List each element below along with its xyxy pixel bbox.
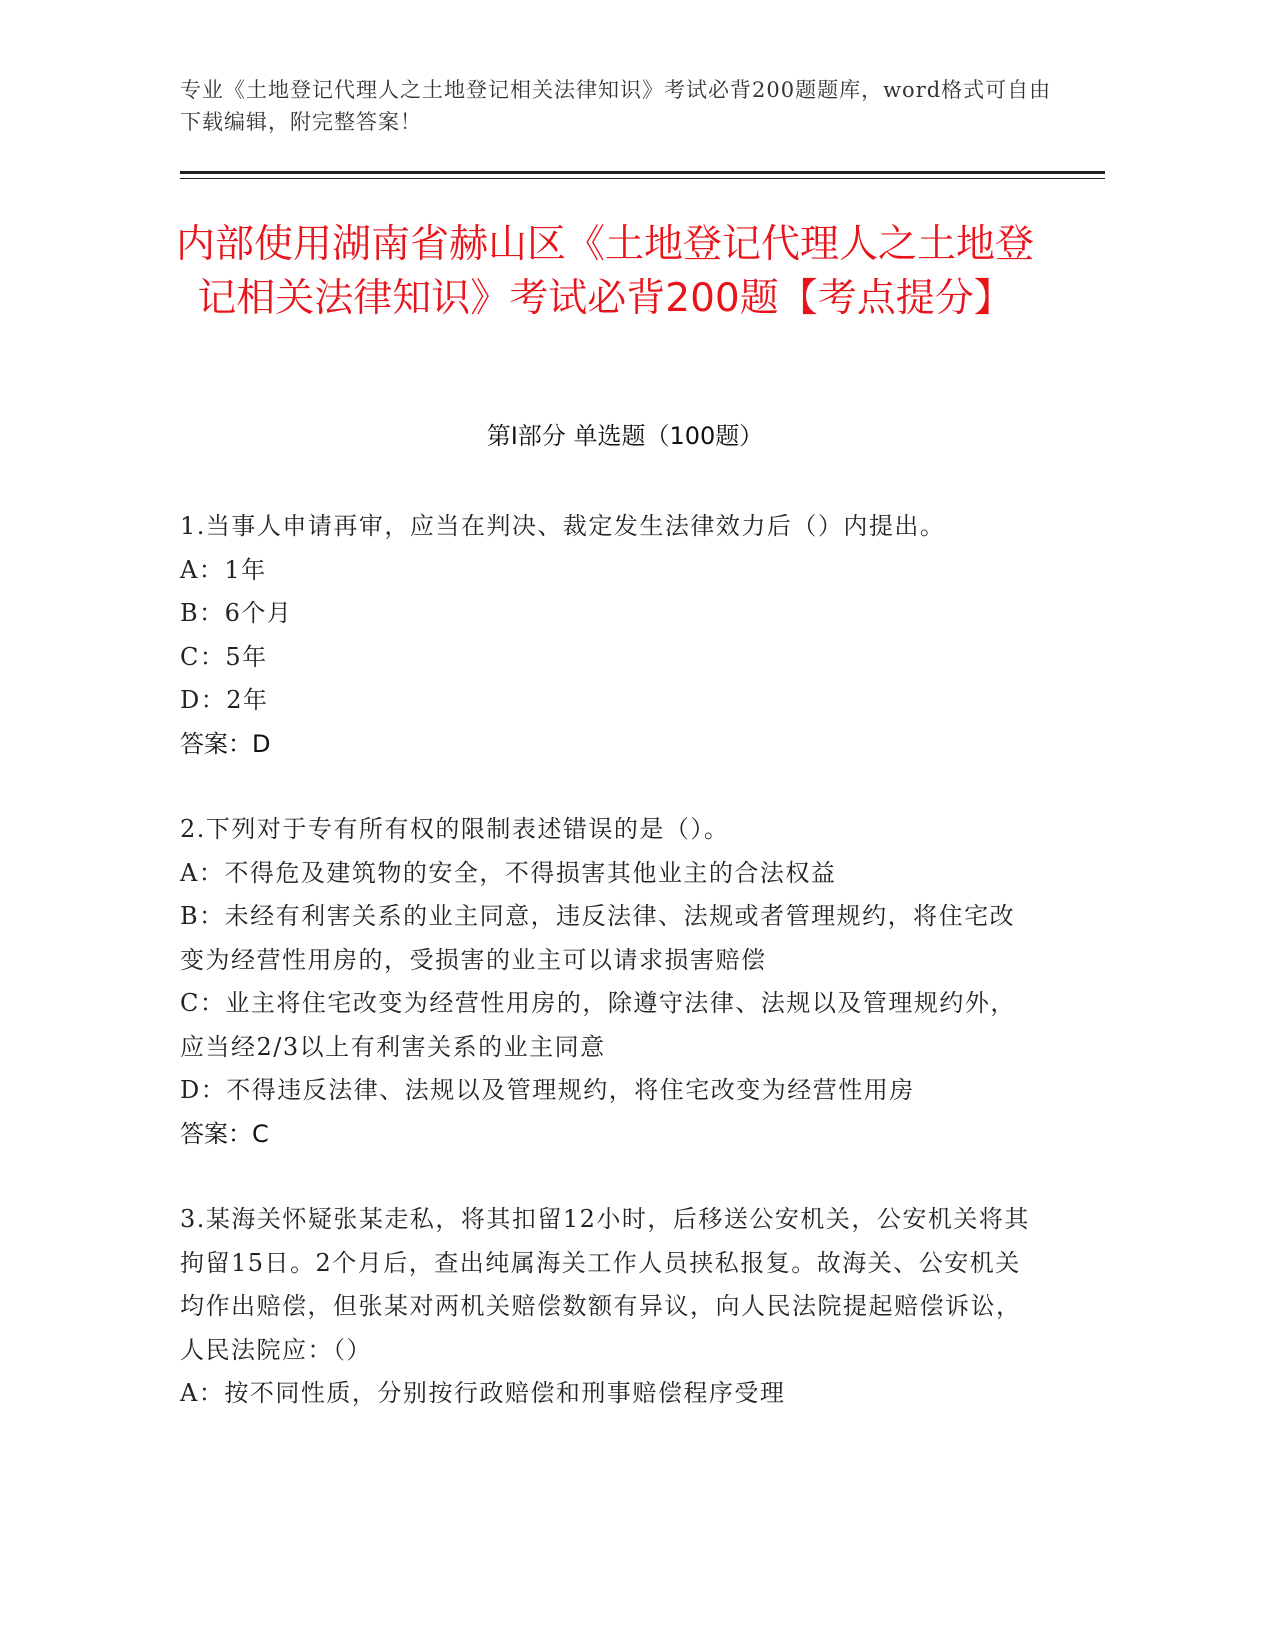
question-3 (180, 1198, 1030, 1416)
header-rule-thick (180, 171, 1105, 174)
option-c: C：业主将住宅改变为经营性用房的，除遵守法律、法规以及管理规约外，应当经2/3以上有利害关系的业主同意 (180, 989, 1016, 1061)
option-a: A：按不同性质，分别按行政赔偿和刑事赔偿程序受理 (180, 1379, 786, 1407)
option-a: A：1年 (180, 555, 267, 584)
document-title: 内部使用湖南省赫山区《土地登记代理人之土地登记相关法律知识》考试必背200题【考点提分】 (175, 222, 1034, 321)
question-stem: 1.当事人申请再审，应当在判决、裁定发生法律效力后（）内提出。 (180, 512, 946, 540)
question-stem: 3.某海关怀疑张某走私，将其扣留12小时，后移送公安机关，公安机关将其拘留15日。2个月后，查出纯属海关工作人员挟私报复。故海关、公安机关均作出赔偿，但张某对两机关赔偿数额有异议，向人民法院提起赔偿诉讼，人民法院应：（） (180, 1205, 1030, 1364)
option-a: A：不得危及建筑物的安全，不得损害其他业主的合法权益 (180, 858, 837, 887)
option-d: D：不得违反法律、法规以及管理规约，将住宅改变为经营性用房 (180, 1076, 915, 1104)
question-2 (180, 808, 1030, 1156)
question-1 (180, 505, 1030, 766)
answer: 答案：C (180, 1119, 269, 1148)
option-c: C：5年 (180, 642, 268, 671)
question-list (180, 505, 1030, 1458)
header-rule-thin (180, 178, 1105, 179)
question-stem: 2.下列对于专有所有权的限制表述错误的是（）。 (180, 815, 730, 843)
option-b: B：6个月 (180, 599, 293, 627)
header-note: 专业《土地登记代理人之土地登记相关法律知识》考试必背200题题库，word格式可自由下载编辑，附完整答案！ (180, 78, 1052, 134)
answer: 答案：D (180, 729, 271, 758)
section-title: 第Ⅰ部分 单选题（100题） (486, 422, 764, 450)
option-b: B：未经有利害关系的业主同意，违反法律、法规或者管理规约，将住宅改变为经营性用房的，受损害的业主可以请求损害赔偿 (180, 902, 1016, 974)
option-d: D：2年 (180, 686, 269, 714)
